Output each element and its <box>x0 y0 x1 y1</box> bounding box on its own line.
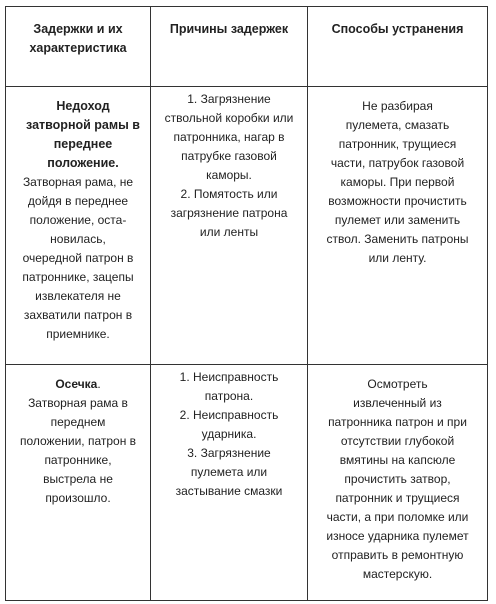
delay-desc-line: приемнике. <box>46 327 110 341</box>
cause-line: или ленты <box>199 225 259 239</box>
header-causes <box>151 7 308 87</box>
remedy-line: патронник и трущиеся <box>335 491 460 505</box>
remedy-line: отправить в ремонтную <box>331 548 464 562</box>
remedy-line: Не разбирая <box>362 99 433 113</box>
remedy-cell <box>308 87 488 365</box>
remedy-line: извлеченный из <box>353 396 442 410</box>
delay-title-line: Недоход <box>56 99 110 113</box>
header-remedies <box>308 7 488 87</box>
header-delays <box>6 7 151 87</box>
delay-desc-line: положение, оста- <box>29 213 127 227</box>
cause-cell <box>151 365 308 601</box>
remedy-line: каморы. При первой <box>340 175 455 189</box>
remedy-line: пулемета, смазать <box>345 118 450 132</box>
delay-desc-line: переднем <box>50 415 106 429</box>
remedy-line: прочистить затвор, <box>344 472 451 486</box>
cause-cell <box>151 87 308 365</box>
cause-line: патрубке газовой <box>181 149 277 163</box>
header-line: Способы устранения <box>331 22 464 36</box>
delay-desc-line: очередной патрон в <box>22 251 134 265</box>
delay-title-line: затворной рамы в <box>26 118 140 132</box>
remedy-line: ствол. Заменить патроны <box>326 232 469 246</box>
cause-line: каморы. <box>206 168 252 182</box>
cause-line: загрязнение патрона <box>170 206 288 220</box>
cause-line: патронника, нагар в <box>173 130 285 144</box>
delay-title-line: положение. <box>47 156 119 170</box>
cause-line: 1. Загрязнение <box>187 92 271 106</box>
remedy-line: износе ударника пулемет <box>326 529 469 543</box>
delay-desc-line: выстрела не <box>43 472 113 486</box>
delay-desc-line: захватили патрон в <box>23 308 133 322</box>
remedy-line: отсутствии глубокой <box>340 434 455 448</box>
remedy-line: патронник, трущиеся <box>338 137 457 151</box>
header-line: характеристика <box>29 41 127 55</box>
remedy-line: или ленту. <box>368 251 427 265</box>
delay-title-line: переднее <box>53 137 113 151</box>
delay-title-punct: . <box>97 377 101 391</box>
header-line: Причины задержек <box>169 22 289 36</box>
header-line: Задержки и их <box>33 22 123 36</box>
machine-gun-delays-table <box>5 6 488 601</box>
remedy-line: мастерскую. <box>362 567 433 581</box>
delay-desc-line: извлекателя не <box>35 289 121 303</box>
remedy-line: возможности прочистить <box>328 194 467 208</box>
remedy-line: пулемет или заменить <box>334 213 461 227</box>
cause-line: ствольной коробки или <box>164 111 294 125</box>
remedy-line: части, а при поломке или <box>326 510 469 524</box>
cause-line: 1. Неисправность <box>179 370 279 384</box>
remedy-line: Осмотреть <box>367 377 428 391</box>
delay-desc-line: положении, патрон в <box>19 434 137 448</box>
cause-line: пулемета или <box>190 465 268 479</box>
delay-desc-line: патроннике, <box>44 453 112 467</box>
table-row <box>6 87 488 365</box>
remedy-line: вмятины на капсюле <box>339 453 456 467</box>
cause-line: патрона. <box>204 389 254 403</box>
delay-desc-line: патроннике, зацепы <box>22 270 134 284</box>
table-header-row <box>6 7 488 87</box>
cause-line: застывание смазки <box>175 484 283 498</box>
delay-cell <box>6 87 151 365</box>
delay-desc-line: Затворная рама в <box>28 396 128 410</box>
cause-line: 2. Неисправность <box>179 408 279 422</box>
table-row <box>6 365 488 601</box>
delay-cell <box>6 365 151 601</box>
cause-line: 2. Помятость или <box>180 187 278 201</box>
cause-line: 3. Загрязнение <box>187 446 271 460</box>
remedy-line: патронника патрон и при <box>328 415 467 429</box>
delay-desc-line: Затворная рама, не <box>22 175 134 189</box>
cause-line: ударника. <box>201 427 257 441</box>
delay-desc-line: новилась, <box>50 232 106 246</box>
delay-desc-line: дойдя в переднее <box>27 194 129 208</box>
remedy-line: части, патрубок газовой <box>330 156 465 170</box>
delay-title: Осечка <box>55 377 98 391</box>
delay-desc-line: произошло. <box>45 491 111 505</box>
remedy-cell <box>308 365 488 601</box>
delay-title-line <box>12 375 144 394</box>
